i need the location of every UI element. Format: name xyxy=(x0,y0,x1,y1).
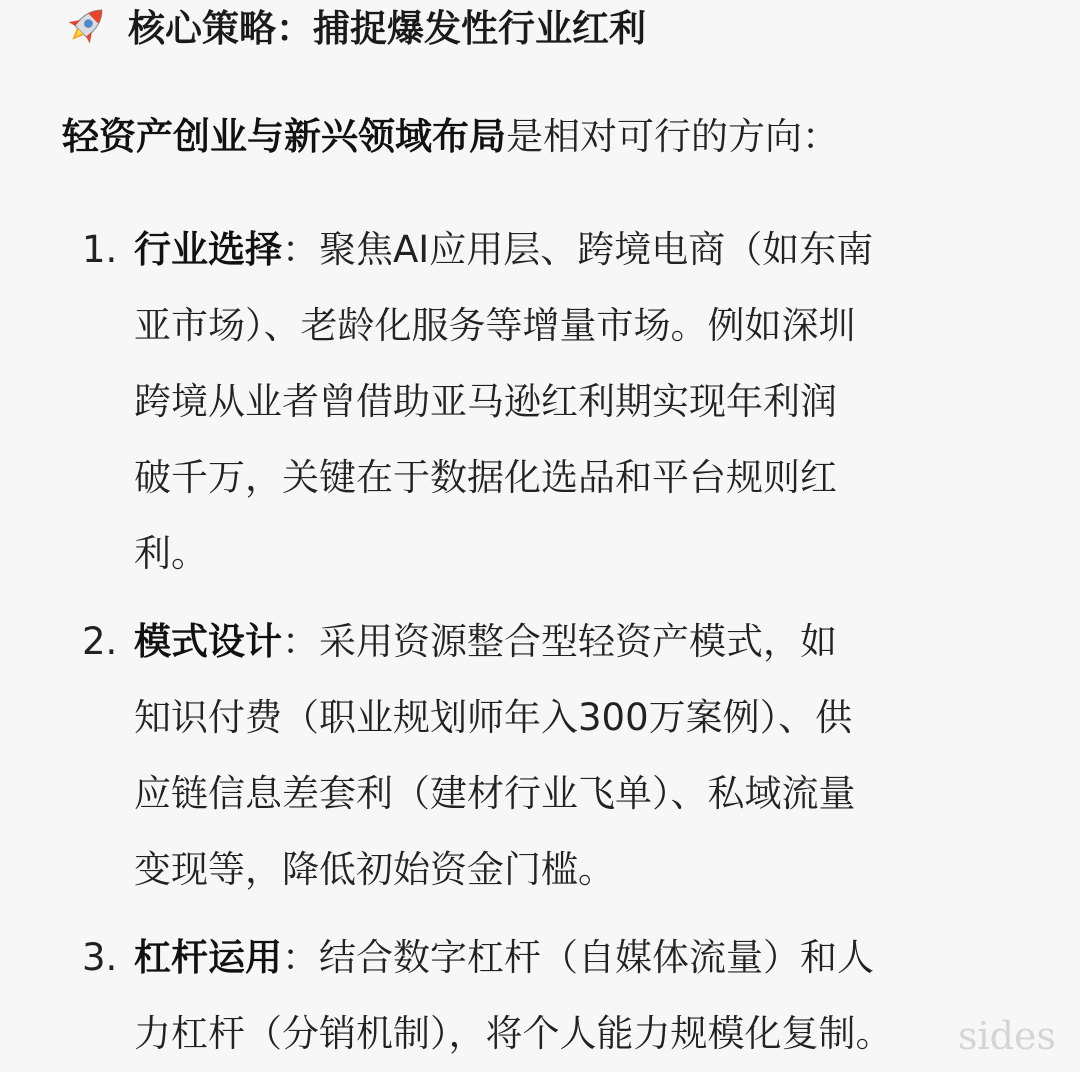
list-number: 2. xyxy=(82,620,118,663)
intro-paragraph xyxy=(62,110,839,164)
list-line: 破千万，关键在于数据化选品和平台规则红 xyxy=(134,456,837,499)
rocket-icon xyxy=(62,2,112,48)
intro-bold: 轻资产创业与新兴领域布局 xyxy=(62,115,506,158)
list-line: 知识付费（职业规划师年入300万案例）、供 xyxy=(134,696,853,739)
watermark: sides xyxy=(958,1014,1056,1058)
list-line-text: ：聚焦AI应用层、跨境电商（如东南 xyxy=(282,228,874,271)
list-number: 3. xyxy=(82,936,118,979)
section-heading xyxy=(62,2,646,48)
intro-rest: 是相对可行的方向： xyxy=(506,115,839,158)
list-line: 跨境从业者曾借助亚马逊红利期实现年利润 xyxy=(134,380,837,423)
heading-text: 核心策略：捕捉爆发性行业红利 xyxy=(128,7,646,50)
list-line-text: ：采用资源整合型轻资产模式，如 xyxy=(282,620,837,663)
list-line xyxy=(134,920,874,996)
list-line: 应链信息差套利（建材行业飞单）、私域流量 xyxy=(134,772,856,815)
list-line-text: ：结合数字杠杆（自媒体流量）和人 xyxy=(282,936,874,979)
list-line xyxy=(134,212,873,288)
list-line: 力杠杆（分销机制），将个人能力规模化复制。 xyxy=(134,1012,893,1055)
list-line: 亚市场）、老龄化服务等增量市场。例如深圳 xyxy=(134,304,856,347)
list-line: 变现等，降低初始资金门槛。 xyxy=(134,848,615,891)
list-number: 1. xyxy=(82,228,118,271)
list-item-title: 行业选择 xyxy=(134,228,282,271)
list-item-title: 模式设计 xyxy=(134,620,282,663)
list-line xyxy=(134,604,837,680)
list-item-title: 杠杆运用 xyxy=(134,936,282,979)
list-line: 利。 xyxy=(134,532,208,575)
